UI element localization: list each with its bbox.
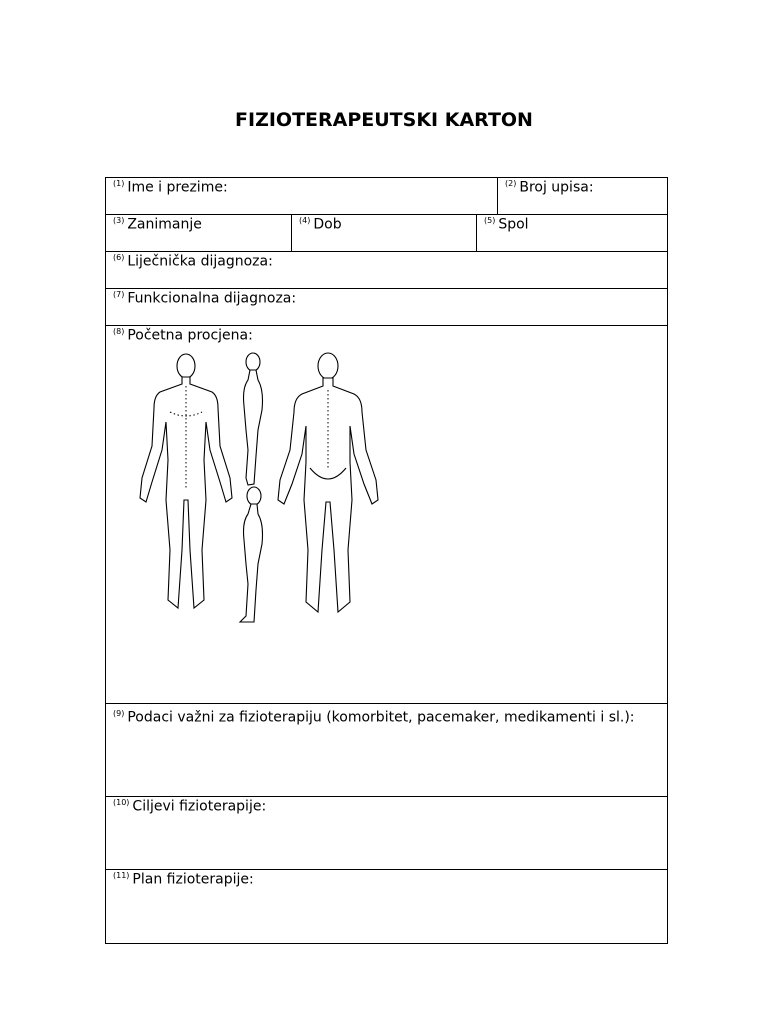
field-number: (11) xyxy=(113,871,130,880)
field-number: (4) xyxy=(299,216,311,225)
field-label: Podaci važni za fizioterapiju (komorbitet, pacemaker, medikamenti i sl.): xyxy=(127,709,635,726)
field-label: Zanimanje xyxy=(127,216,202,233)
body-back-figure xyxy=(278,353,378,612)
field-number: (9) xyxy=(113,709,125,718)
body-chart-icon xyxy=(138,350,388,628)
field-ime-prezime[interactable] xyxy=(106,178,498,214)
field-label: Spol xyxy=(498,216,529,233)
row-functional-diagnosis xyxy=(106,289,667,326)
field-number: (2) xyxy=(505,179,517,188)
field-zanimanje[interactable] xyxy=(106,215,292,251)
field-broj-upisa[interactable] xyxy=(498,178,667,214)
field-label: Dob xyxy=(313,216,342,233)
field-number: (6) xyxy=(113,253,125,262)
field-number: (7) xyxy=(113,290,125,299)
body-front-figure xyxy=(140,354,232,608)
field-label: Ciljevi fizioterapije: xyxy=(132,798,267,815)
field-number: (8) xyxy=(113,327,125,336)
row-important-data xyxy=(106,704,667,797)
field-number: (10) xyxy=(113,798,130,807)
row-personal xyxy=(106,215,667,252)
field-label: Ime i prezime: xyxy=(127,179,228,196)
row-medical-diagnosis xyxy=(106,252,667,289)
physio-form xyxy=(105,177,668,944)
row-plan xyxy=(106,870,667,943)
field-spol[interactable] xyxy=(477,215,667,251)
field-label: Plan fizioterapije: xyxy=(132,871,254,888)
body-side-figure-top xyxy=(244,353,263,485)
field-label: Funkcionalna dijagnoza: xyxy=(127,290,297,307)
field-label: Broj upisa: xyxy=(519,179,594,196)
row-name xyxy=(106,178,667,215)
form-title: FIZIOTERAPEUTSKI KARTON xyxy=(235,109,533,131)
field-funkcionalna-dijagnoza[interactable] xyxy=(106,289,667,325)
body-side-figure-bottom xyxy=(240,487,263,622)
field-label: Liječnička dijagnoza: xyxy=(127,253,273,270)
field-number: (1) xyxy=(113,179,125,188)
field-podaci-vazni[interactable] xyxy=(106,704,667,727)
field-number: (3) xyxy=(113,216,125,225)
field-number: (5) xyxy=(484,216,496,225)
row-goals xyxy=(106,797,667,870)
field-plan[interactable] xyxy=(106,870,667,943)
field-lijecnicka-dijagnoza[interactable] xyxy=(106,252,667,288)
field-dob[interactable] xyxy=(292,215,477,251)
row-initial-assessment xyxy=(106,326,667,704)
field-ciljevi[interactable] xyxy=(106,797,667,869)
field-pocetna-procjena[interactable] xyxy=(106,326,667,703)
field-label: Početna procjena: xyxy=(127,327,253,344)
